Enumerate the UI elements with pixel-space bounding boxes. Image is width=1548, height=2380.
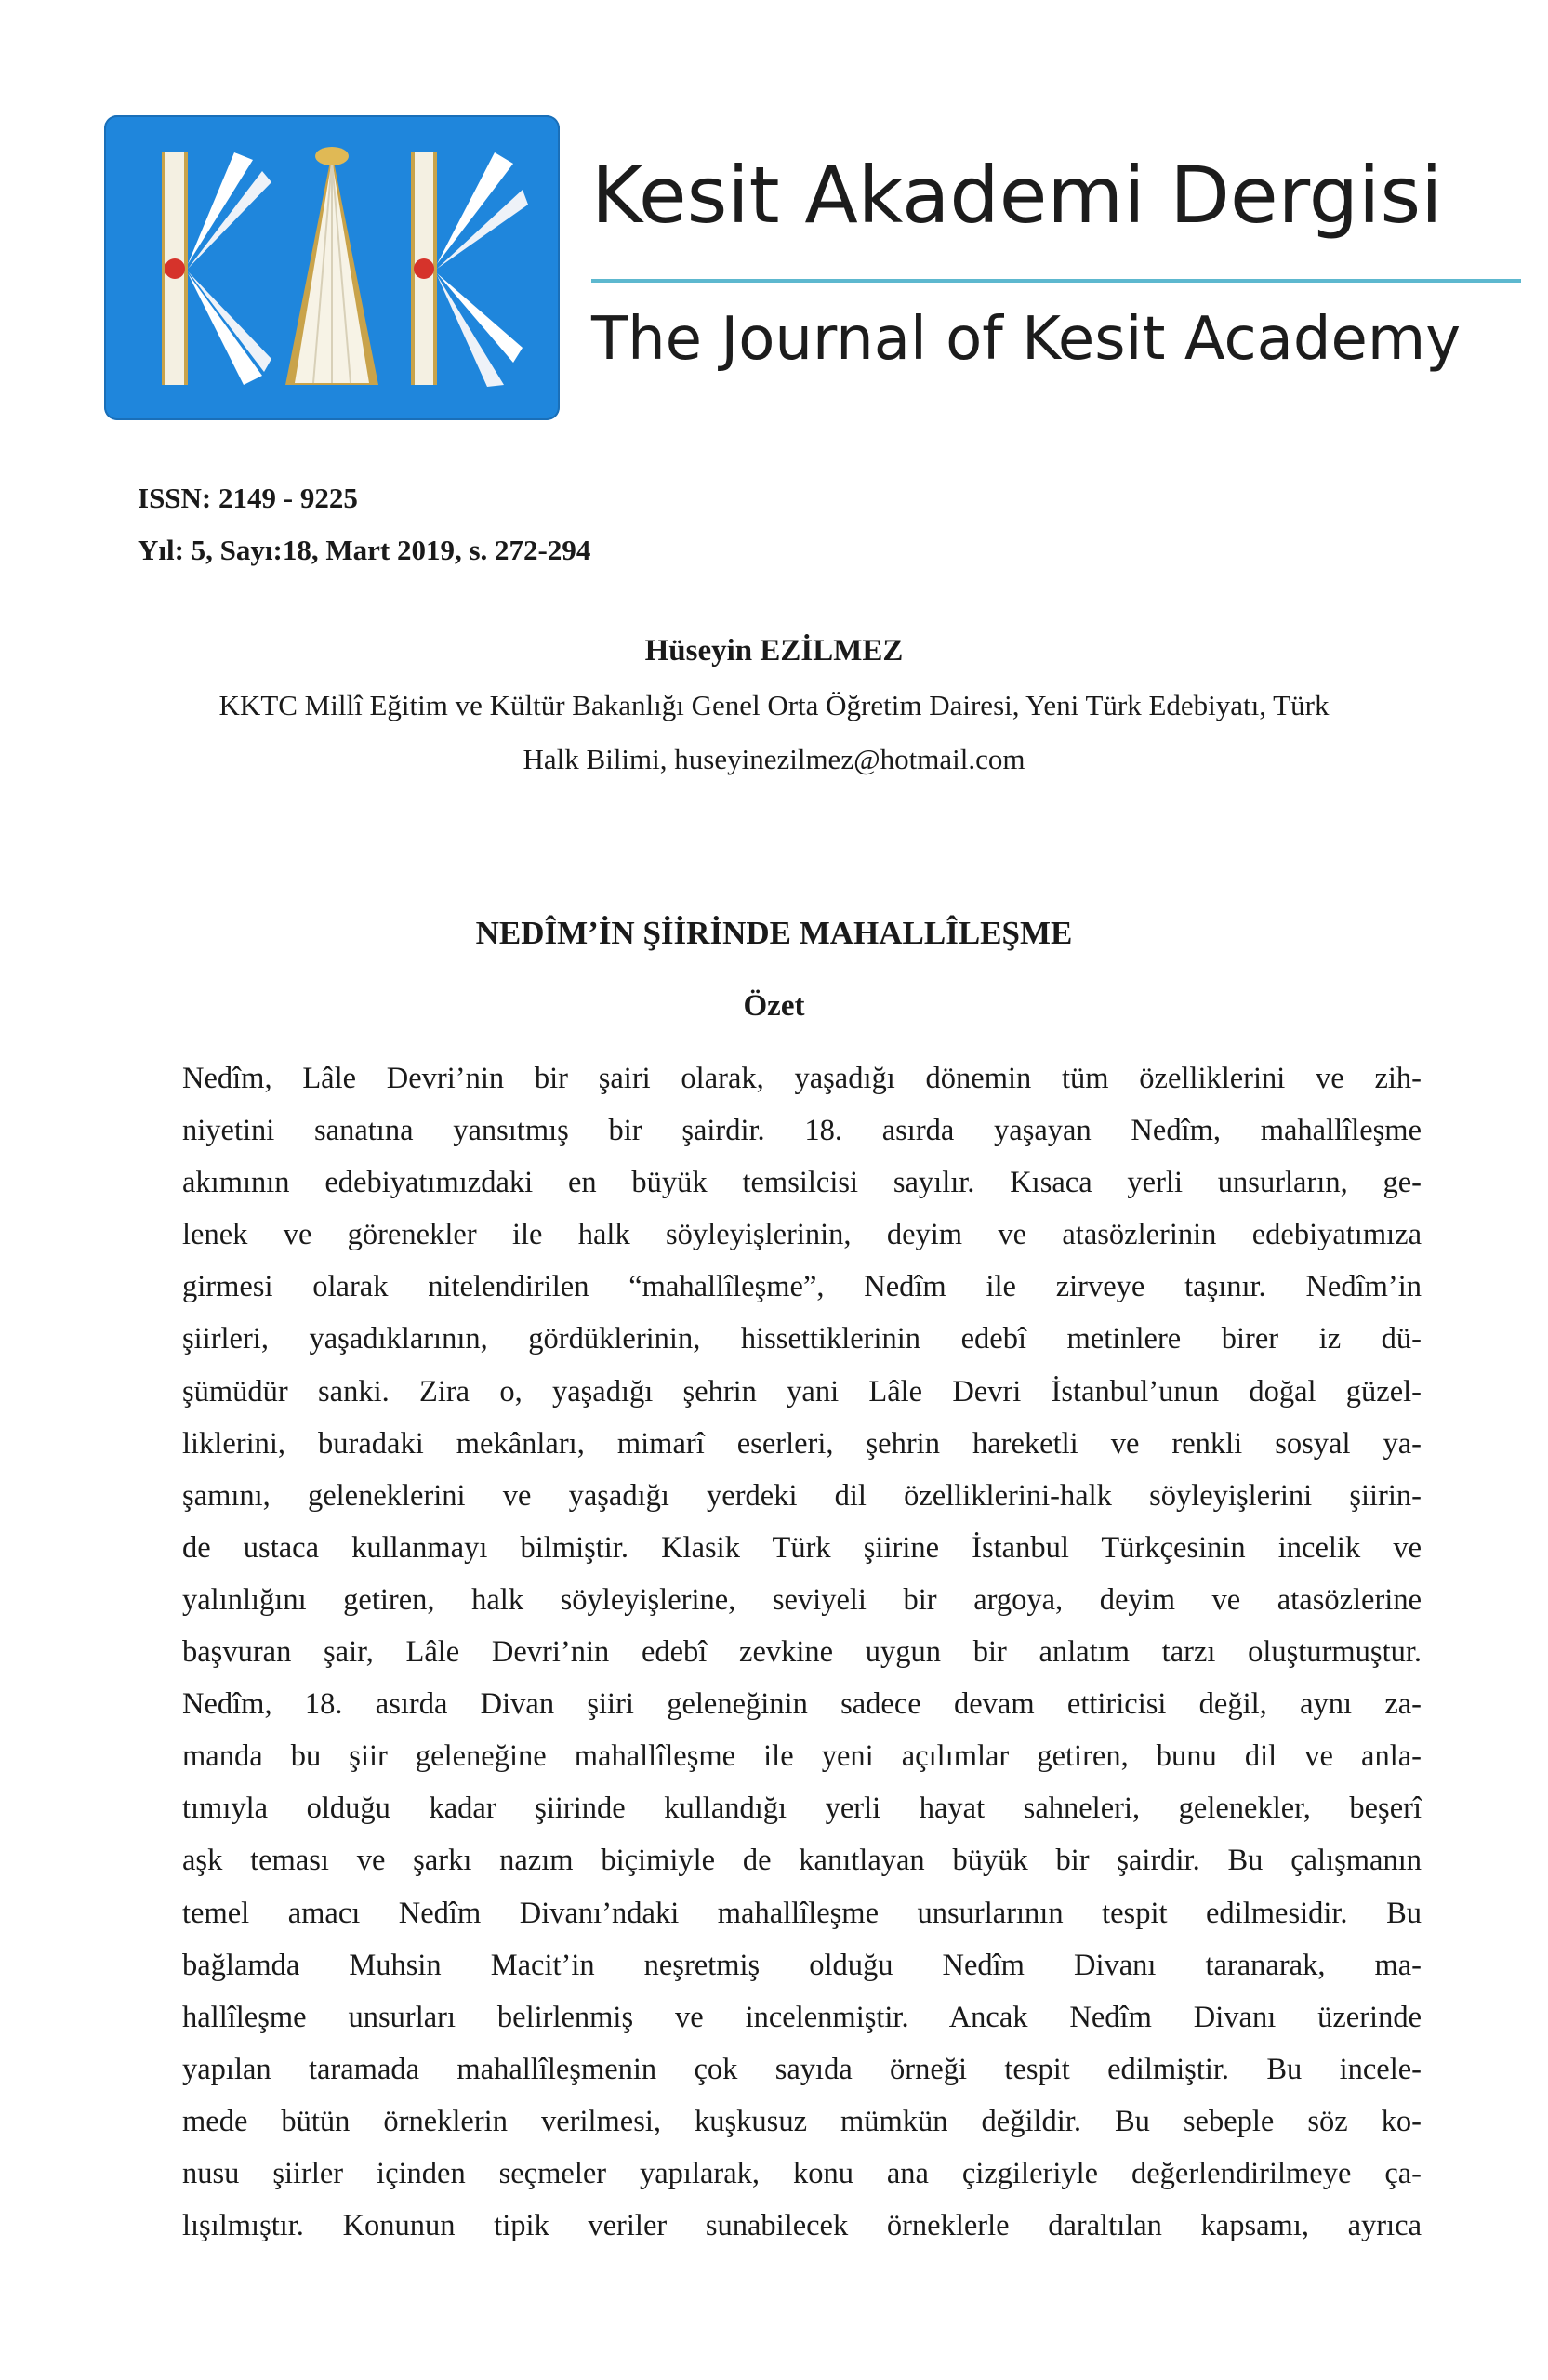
journal-subtitle: The Journal of Kesit Academy bbox=[591, 305, 1462, 374]
abstract-line: lenek ve görenekler ile halk söyleyişlerinin, deyim ve atasözlerinin edebiyatımıza bbox=[182, 1218, 1422, 1252]
abstract-line: bağlamda Muhsin Macit’in neşretmiş olduğu Nedîm Divanı taranarak, ma- bbox=[182, 1948, 1422, 1982]
publication-meta bbox=[138, 472, 590, 576]
abstract-line: temel amacı Nedîm Divanı’ndaki mahallîleşme unsurlarının tespit edilmesidir. Bu bbox=[182, 1896, 1422, 1930]
abstract-line: nusu şiirler içinden seçmeler yapılarak, konu ana çizgileriyle değerlendirilmeye ça- bbox=[182, 2156, 1422, 2190]
abstract-line: şümüdür sanki. Zira o, yaşadığı şehrin yani Lâle Devri İstanbul’unun doğal güzel- bbox=[182, 1374, 1422, 1408]
author-affiliation bbox=[93, 679, 1455, 787]
affiliation-line: Halk Bilimi, huseyinezilmez@hotmail.com bbox=[523, 743, 1025, 775]
abstract-line: akımının edebiyatımızdaki en büyük temsilcisi sayılır. Kısaca yerli unsurların, ge- bbox=[182, 1166, 1422, 1200]
abstract-heading: Özet bbox=[743, 989, 805, 1023]
abstract-line: liklerini, buradaki mekânları, mimarî eserleri, şehrin hareketli ve renkli sosyal ya- bbox=[182, 1426, 1422, 1461]
abstract-line: manda bu şiir geleneğine mahallîleşme ile yeni açılımlar getiren, bunu dil ve anla- bbox=[182, 1739, 1422, 1774]
abstract-line: girmesi olarak nitelendirilen “mahallîleşme”, Nedîm ile zirveye taşınır. Nedîm’in bbox=[182, 1270, 1422, 1304]
abstract-line: tımıyla olduğu kadar şiirinde kullandığı yerli hayat sahneleri, gelenekler, beşerî bbox=[182, 1792, 1422, 1826]
logo-k-left-icon bbox=[162, 152, 271, 385]
author-name: Hüseyin EZİLMEZ bbox=[644, 634, 904, 668]
abstract-line: niyetini sanatına yansıtmış bir şairdir. 18. asırda yaşayan Nedîm, mahallîleşme bbox=[182, 1114, 1422, 1148]
abstract-line: hallîleşme unsurları belirlenmiş ve incelenmiştir. Ancak Nedîm Divanı üzerinde bbox=[182, 2000, 1422, 2034]
abstract-line: lışılmıştır. Konunun tipik veriler sunabilecek örneklerle daraltılan kapsamı, ayrıca bbox=[182, 2209, 1422, 2243]
abstract-line: şiirleri, yaşadıklarının, gördüklerinin, hissettiklerinin edebî metinlere birer iz dü- bbox=[182, 1322, 1422, 1356]
abstract-line: yapılan taramada mahallîleşmenin çok sayıda örneği tespit edilmiştir. Bu incele- bbox=[182, 2052, 1422, 2086]
journal-title: Kesit Akademi Dergisi bbox=[591, 150, 1443, 241]
issue-info: Yıl: 5, Sayı:18, Mart 2019, s. 272-294 bbox=[138, 534, 591, 566]
abstract-line: Nedîm, 18. asırda Divan şiiri geleneğinin sadece devam ettiricisi değil, aynı za- bbox=[182, 1687, 1422, 1722]
abstract-line: mede bütün örneklerin verilmesi, kuşkusuz mümkün değildir. Bu sebeple söz ko- bbox=[182, 2104, 1422, 2138]
logo-k-right-icon bbox=[411, 152, 528, 387]
issn: ISSN: 2149 - 9225 bbox=[138, 482, 358, 514]
article-title: NEDÎM’İN ŞİİRİNDE MAHALLÎLEŞME bbox=[475, 915, 1073, 951]
abstract-body bbox=[182, 1052, 1422, 2252]
abstract-line: Nedîm, Lâle Devri’nin bir şairi olarak, yaşadığı dönemin tüm özelliklerini ve zih- bbox=[182, 1062, 1422, 1095]
abstract-line: şamını, geleneklerini ve yaşadığı yerdeki dil özelliklerini-halk söyleyişlerini şiirin- bbox=[182, 1478, 1422, 1513]
journal-logo bbox=[104, 115, 560, 420]
abstract-line: de ustaca kullanmayı bilmiştir. Klasik Türk şiirine İstanbul Türkçesinin incelik ve bbox=[182, 1530, 1422, 1565]
affiliation-line: KKTC Millî Eğitim ve Kültür Bakanlığı Genel Orta Öğretim Dairesi, Yeni Türk Edebiyatı, Türk bbox=[218, 689, 1330, 721]
logo-a-book-icon bbox=[285, 147, 378, 385]
abstract-line: başvuran şair, Lâle Devri’nin edebî zevkine uygun bir anlatım tarzı oluşturmuştur. bbox=[182, 1635, 1422, 1670]
abstract-line: yalınlığını getiren, halk söyleyişlerine, seviyeli bir argoya, deyim ve atasözlerine bbox=[182, 1582, 1422, 1617]
header-divider bbox=[591, 279, 1521, 283]
abstract-line: aşk teması ve şarkı nazım biçimiyle de kanıtlayan büyük bir şairdir. Bu çalışmanın bbox=[182, 1844, 1422, 1878]
